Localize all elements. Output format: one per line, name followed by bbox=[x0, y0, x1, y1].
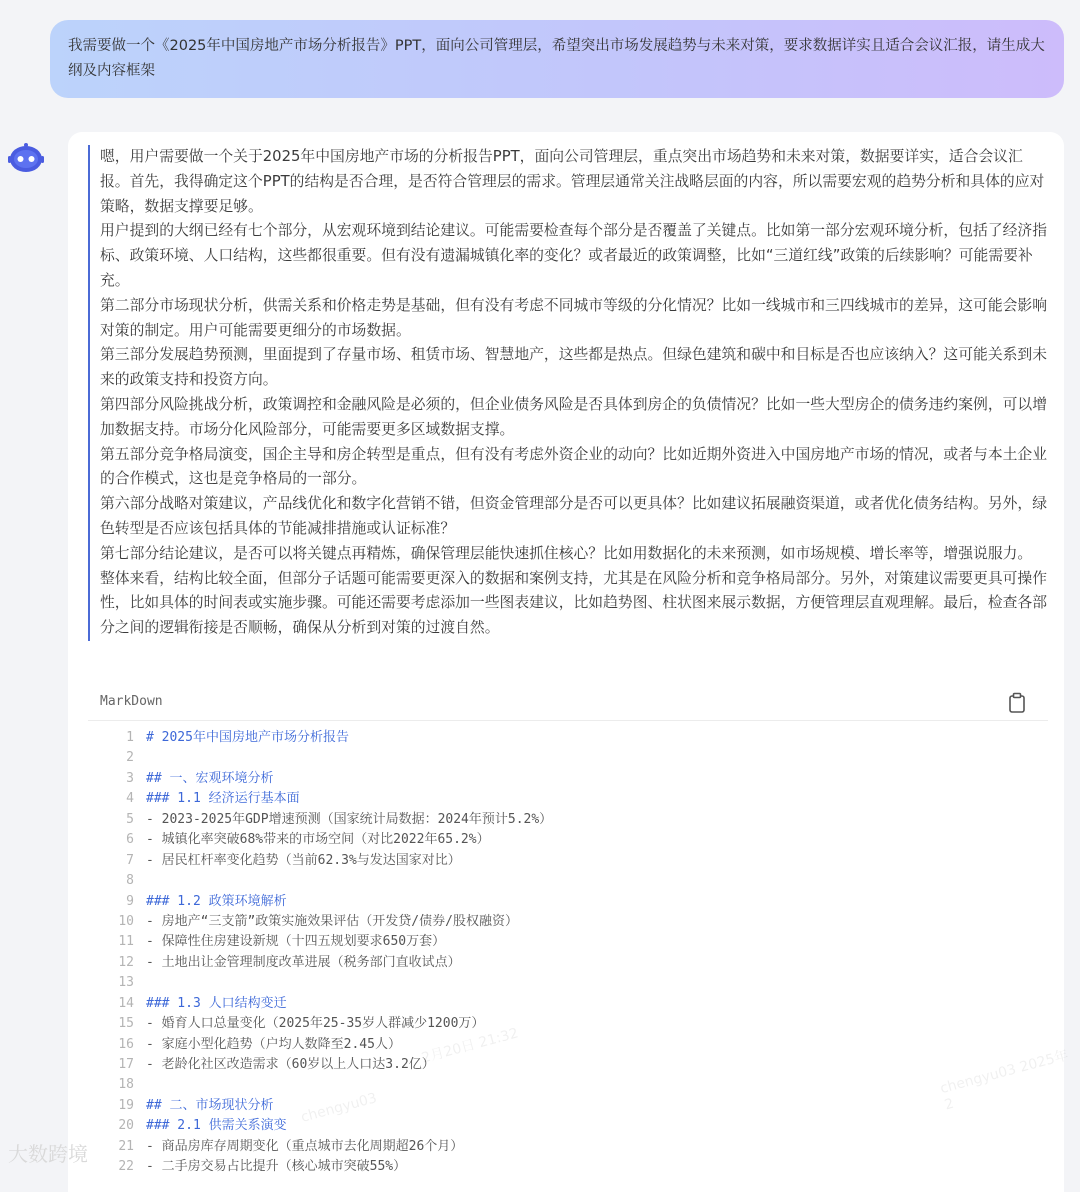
code-line-text: - 婚育人口总量变化（2025年25-35岁人群减少1200万） bbox=[146, 1016, 485, 1032]
line-number: 2 bbox=[126, 750, 134, 766]
code-line-text: - 城镇化率突破68%带来的市场空间（对比2022年65.2%） bbox=[146, 832, 490, 848]
line-number: 14 bbox=[118, 995, 134, 1011]
code-line-text: # 2025年中国房地产市场分析报告 bbox=[146, 730, 349, 745]
line-number: 13 bbox=[118, 975, 134, 991]
clipboard-icon bbox=[1006, 691, 1028, 715]
code-line bbox=[88, 994, 1048, 1014]
line-number: 4 bbox=[126, 791, 134, 807]
copy-button[interactable] bbox=[1006, 691, 1028, 715]
watermark-text: chengyu03 bbox=[299, 1090, 379, 1126]
thinking-block bbox=[88, 145, 1050, 641]
line-number: 11 bbox=[118, 934, 134, 950]
code-line-text: - 二手房交易占比提升（核心城市突破55%） bbox=[146, 1159, 407, 1175]
code-line-text: - 商品房库存周期变化（重点城市去化周期超26个月） bbox=[146, 1138, 464, 1154]
thinking-paragraph: 第二部分市场现状分析，供需关系和价格走势是基础，但有没有考虑不同城市等级的分化情况？比如一线城市和三四线城市的差异，这可能会影响对策的制定。用户可能需要更细分的市场数据。 bbox=[100, 296, 1048, 339]
line-number: 20 bbox=[118, 1118, 134, 1134]
code-line bbox=[88, 1096, 1048, 1116]
line-number: 9 bbox=[126, 893, 134, 909]
line-number: 3 bbox=[126, 770, 134, 786]
code-line bbox=[88, 871, 1048, 891]
markdown-code-block bbox=[88, 728, 1048, 1178]
code-line bbox=[88, 728, 1048, 748]
thinking-paragraph: 第三部分发展趋势预测，里面提到了存量市场、租赁市场、智慧地产，这些都是热点。但绿色建筑和碳中和目标是否也应该纳入？这可能关系到未来的政策支持和投资方向。 bbox=[100, 346, 1048, 389]
code-line bbox=[88, 892, 1048, 912]
line-number: 10 bbox=[118, 913, 134, 929]
code-line-text: - 居民杠杆率变化趋势（当前62.3%与发达国家对比） bbox=[146, 852, 461, 868]
line-number: 19 bbox=[118, 1097, 134, 1113]
code-line-text: - 房地产“三支箭”政策实施效果评估（开发贷/债券/股权融资） bbox=[146, 913, 518, 929]
code-line-text: - 保障性住房建设新规（十四五规划要求650万套） bbox=[146, 934, 446, 950]
code-line bbox=[88, 912, 1048, 932]
code-line bbox=[88, 769, 1048, 789]
line-number: 7 bbox=[126, 852, 134, 868]
code-line bbox=[88, 1137, 1048, 1157]
line-number: 22 bbox=[118, 1159, 134, 1175]
line-number: 6 bbox=[126, 832, 134, 848]
brand-watermark-text: 大数跨境 bbox=[8, 1142, 88, 1166]
code-block-header bbox=[88, 688, 1048, 721]
thinking-paragraph: 整体来看，结构比较全面，但部分子话题可能需要更深入的数据和案例支持，尤其是在风险分析和竞争格局部分。另外，对策建议需要更具可操作性，比如具体的时间表或实施步骤。可能还需要考虑添加一些图表建议，比如趋势图、柱状图来展示数据，方便管理层直观理解。最后，检查各部分之间的逻辑衔接是否顺畅，确保从分析到对策的过渡自然。 bbox=[100, 569, 1048, 637]
code-line bbox=[88, 1157, 1048, 1177]
line-number: 16 bbox=[118, 1036, 134, 1052]
thinking-paragraph: 用户提到的大纲已经有七个部分，从宏观环境到结论建议。可能需要检查每个部分是否覆盖了关键点。比如第一部分宏观环境分析，包括了经济指标、政策环境、人口结构，这些都很重要。但有没有遗漏城镇化率的变化？或者最近的政策调整，比如“三道红线”政策的后续影响？可能需要补充。 bbox=[100, 222, 1048, 289]
line-number: 5 bbox=[126, 811, 134, 827]
code-line bbox=[88, 851, 1048, 871]
user-message-text: 我需要做一个《2025年中国房地产市场分析报告》PPT，面向公司管理层，希望突出市场发展趋势与未来对策，要求数据详实且适合会议汇报，请生成大纲及内容框架 bbox=[68, 38, 1045, 79]
line-number: 17 bbox=[118, 1057, 134, 1072]
thinking-paragraph: 第五部分竞争格局演变，国企主导和房企转型是重点，但有没有考虑外资企业的动向？比如近期外资进入中国房地产市场的情况，或者与本土企业的合作模式，这也是竞争格局的一部分。 bbox=[100, 445, 1048, 488]
line-number: 15 bbox=[118, 1016, 134, 1032]
code-line-text: - 老龄化社区改造需求（60岁以上人口达3.2亿） bbox=[146, 1057, 435, 1072]
code-line-text: ### 1.3 人口结构变迁 bbox=[146, 995, 287, 1011]
user-message-bubble bbox=[50, 20, 1064, 98]
code-line bbox=[88, 1055, 1048, 1075]
code-line bbox=[88, 748, 1048, 768]
code-line bbox=[88, 1075, 1048, 1095]
robot-avatar-icon bbox=[6, 140, 46, 176]
watermark-text: chengyu03 2025年2 bbox=[938, 1047, 1071, 1114]
code-line-text: - 家庭小型化趋势（户均人数降至2.45人） bbox=[146, 1036, 401, 1052]
thinking-paragraph: 第四部分风险挑战分析，政策调控和金融风险是必须的，但企业债务风险是否具体到房企的负债情况？比如一些大型房企的债务违约案例，可以增加数据支持。市场分化风险部分，可能需要更多区域数据支撑。 bbox=[100, 395, 1048, 438]
thinking-paragraph: 嗯，用户需要做一个关于2025年中国房地产市场的分析报告PPT，面向公司管理层，重点突出市场趋势和未来对策，数据要详实，适合会议汇报。首先，我得确定这个PPT的结构是否合理，是否符合管理层的需求。管理层通常关注战略层面的内容，所以需要宏观的趋势分析和具体的应对策略，数据支撑要足够。 bbox=[100, 148, 1045, 215]
line-number: 1 bbox=[126, 730, 134, 745]
code-line-text: ### 1.1 经济运行基本面 bbox=[146, 791, 300, 807]
code-line bbox=[88, 810, 1048, 830]
line-number: 21 bbox=[118, 1138, 134, 1154]
code-line bbox=[88, 1014, 1048, 1034]
code-line-text: ## 二、市场现状分析 bbox=[146, 1097, 274, 1113]
line-number: 8 bbox=[126, 873, 134, 889]
thinking-paragraph: 第六部分战略对策建议，产品线优化和数字化营销不错，但资金管理部分是否可以更具体？比如建议拓展融资渠道，或者优化债务结构。另外，绿色转型是否应该包括具体的节能减排措施或认证标准？ bbox=[100, 495, 1048, 537]
code-line bbox=[88, 830, 1048, 850]
code-line-text: - 土地出让金管理制度改革进展（税务部门直收试点） bbox=[146, 954, 461, 970]
code-line bbox=[88, 932, 1048, 952]
code-line bbox=[88, 1035, 1048, 1055]
code-line bbox=[88, 1116, 1048, 1136]
code-line bbox=[88, 953, 1048, 973]
line-number: 12 bbox=[118, 954, 134, 970]
line-number: 18 bbox=[118, 1077, 134, 1093]
code-line-text: ### 2.1 供需关系演变 bbox=[146, 1118, 287, 1134]
code-line-text: - 2023-2025年GDP增速预测（国家统计局数据：2024年预计5.2%） bbox=[146, 811, 553, 827]
code-line bbox=[88, 789, 1048, 809]
code-language-label: MarkDown bbox=[100, 694, 163, 709]
thinking-paragraph: 第七部分结论建议，是否可以将关键点再精炼，确保管理层能快速抓住核心？比如用数据化的未来预测，如市场规模、增长率等，增强说服力。 bbox=[100, 544, 1033, 562]
code-line bbox=[88, 973, 1048, 993]
watermark-text: 2月20日 21:32 bbox=[419, 1025, 521, 1067]
brand-watermark bbox=[8, 1138, 88, 1167]
code-line-text: ### 1.2 政策环境解析 bbox=[146, 893, 287, 909]
code-line-text: ## 一、宏观环境分析 bbox=[146, 770, 274, 786]
